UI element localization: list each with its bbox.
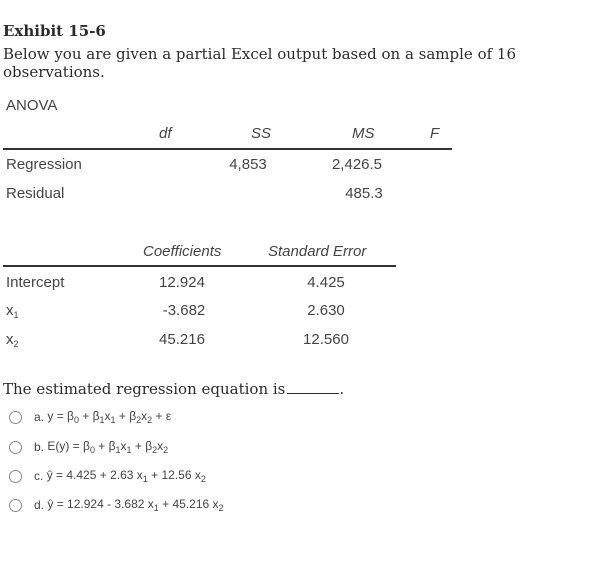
- anova-row-source: Regression: [6, 156, 82, 173]
- coef-cell-standard-error: 2.630: [307, 302, 345, 319]
- radio-option-d[interactable]: [9, 499, 22, 512]
- anova-label: ANOVA: [6, 97, 58, 114]
- option-letter: b.: [34, 440, 45, 454]
- anova-header-ms: MS: [352, 125, 375, 142]
- coef-header-coefficients: Coefficients: [143, 243, 222, 260]
- option-d[interactable]: [9, 497, 224, 513]
- question-text: The estimated regression equation is .: [3, 380, 345, 398]
- anova-header-f: F: [430, 125, 440, 142]
- option-c[interactable]: [9, 468, 206, 484]
- anova-cell-ms: 2,426.5: [331, 156, 383, 173]
- coef-header-standard-error: Standard Error: [268, 243, 367, 260]
- exhibit-intro: Below you are given a partial Excel output based on a sample of 16 observations.: [3, 45, 517, 81]
- option-letter: c.: [34, 469, 44, 483]
- option-a[interactable]: [9, 409, 171, 425]
- answer-blank: [287, 381, 339, 394]
- radio-option-b[interactable]: [9, 441, 22, 454]
- radio-option-c[interactable]: [9, 470, 22, 483]
- coef-cell-coefficient: -3.682: [162, 302, 206, 319]
- anova-header-ss: SS: [251, 125, 272, 142]
- coef-cell-standard-error: 12.560: [303, 331, 349, 348]
- option-equation: ŷ = 4.425 + 2.63 $x_1 + 12.56$ $x_2$: [46, 468, 206, 484]
- exhibit-title: Exhibit 15-6: [3, 22, 106, 40]
- coef-row-term: Intercept: [6, 274, 65, 291]
- coef-header-rule: [3, 265, 396, 267]
- coef-row-term: $x_1$: [6, 302, 19, 320]
- option-equation: $y = \beta_0 + \beta_1x_1 + \beta_2x_2 + \varepsilon$: [47, 409, 172, 425]
- option-equation: $E(y) = \beta_0 + \beta_1x_1 + \beta_2x_2$: [47, 439, 169, 455]
- anova-header-df: df: [159, 125, 172, 142]
- coef-row-term: $x_2$: [6, 331, 19, 349]
- anova-header-rule: [3, 148, 452, 150]
- anova-row-source: Residual: [6, 185, 65, 202]
- coef-cell-coefficient: 45.216: [159, 331, 205, 348]
- option-equation: ŷ = 12.924 - 3.682 $x_1 + 45.216$ $x_2$: [47, 497, 224, 513]
- coef-cell-standard-error: 4.425: [307, 274, 345, 291]
- anova-cell-ms: 485.3: [345, 185, 383, 202]
- option-letter: d.: [34, 498, 45, 512]
- radio-option-a[interactable]: [9, 411, 22, 424]
- option-letter: a.: [34, 410, 45, 424]
- anova-cell-ss: 4,853: [229, 156, 267, 173]
- option-b[interactable]: [9, 439, 168, 455]
- coef-cell-coefficient: 12.924: [159, 274, 205, 291]
